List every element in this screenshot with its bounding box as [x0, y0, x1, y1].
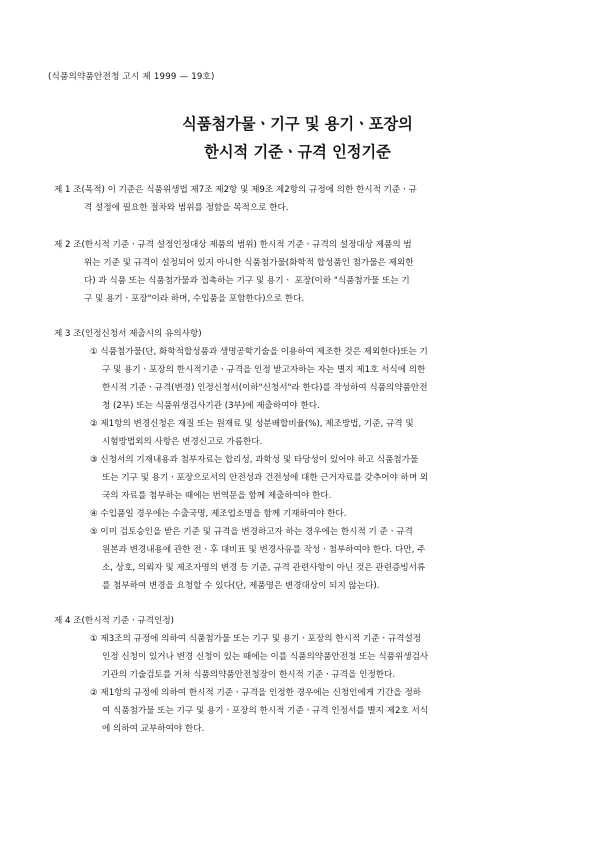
- article-4-item-2-cont: 에 의하여 교부하여야 한다.: [102, 724, 205, 734]
- article-1-line: 제 1 조(목적) 이 기준은 식품위생법 제7조 제2항 및 제9조 제2항의 규정에 의한 한시적 기준ㆍ규: [54, 185, 417, 195]
- article-3-item-4: ④ 수입품일 경우에는 수출국명, 제조업소명을 함께 기재하여야 한다.: [90, 509, 347, 519]
- article-4-item-1: ① 제3조의 규정에 의하여 식품첨가물 또는 기구 및 용기ㆍ포장의 한시적 기준ㆍ규격설정: [90, 634, 422, 644]
- article-3-item-1-cont: 한시적 기준ㆍ규격(변경) 인정신청서(이하"신청서"라 한다)를 작성하여 식품의약품안전: [102, 383, 428, 393]
- article-3-item-5-cont: 를 첨부하여 변경을 요청할 수 있다(단, 제품명은 변경대상이 되지 않는다).: [102, 581, 380, 591]
- article-2-line: 다) 과 식품 또는 식품첨가물과 접촉하는 기구 및 용기ㆍ 포장(이하 "식품첨가물 또는 기: [84, 276, 410, 286]
- article-3-item-3: ③ 신청서의 기재내용과 첨부자료는 합리성, 과학성 및 타당성이 있어야 하고 식품첨가물: [90, 455, 419, 465]
- article-3-item-1-cont: 청 (2부) 또는 식품위생검사기관 (3부)에 제출하여야 한다.: [102, 401, 320, 411]
- article-4-item-1-cont: 기관의 기술검토를 거쳐 식품의약품안전청장이 한시적 기준ㆍ규격을 인정한다.: [102, 670, 396, 680]
- article-4-heading: 제 4 조(한시적 기준ㆍ규격인정): [54, 616, 174, 626]
- article-2-line: 구 및 용기ㆍ포장"이라 하며, 수입품을 포함한다)으로 한다.: [84, 294, 305, 304]
- article-4: [54, 612, 554, 738]
- article-4-item-2-cont: 여 식품첨가물 또는 기구 및 용기ㆍ포장의 한시적 기준ㆍ규격 인정서를 별지 제2호 서식: [102, 706, 429, 716]
- article-3: [54, 325, 554, 595]
- article-3-heading: 제 3 조(인정신청서 제출시의 유의사항): [54, 329, 202, 339]
- article-2: [54, 236, 554, 308]
- document-title-line-2: 한시적 기준ㆍ규격 인정기준: [204, 143, 391, 161]
- article-3-item-5: ⑤ 이미 검토승인을 받은 기준 및 규격을 변경하고자 하는 경우에는 한시적 기 준ㆍ규격: [90, 527, 413, 537]
- article-3-item-1: ① 식품첨가물(단, 화학적합성품과 생명공학기술을 이용하여 제조한 것은 제외한다)또는 기: [90, 347, 428, 357]
- article-2-line: 위는 기준 및 규격이 설정되어 있지 아니한 식품첨가물(화학적 합성품인 첨가물은 제외한: [84, 258, 414, 268]
- article-3-item-3-cont: 국의 자료를 첨부하는 때에는 번역문을 함께 제출하여야 한다.: [102, 491, 332, 501]
- article-2-line: 제 2 조(한시적 기준ㆍ규격 설정인정대상 제품의 범위) 한시적 기준ㆍ규격의 설정대상 제품의 범: [54, 240, 412, 250]
- article-3-item-5-cont: 원본과 변경내용에 관한 전ㆍ후 대비표 및 변경사유를 작성ㆍ첨부하여야 한다. 다만, 주: [102, 545, 426, 555]
- article-3-item-3-cont: 또는 기구 및 용기ㆍ포장으로서의 안전성과 건전성에 대한 근거자료를 갖추어야 하며 외: [102, 473, 429, 483]
- article-1: [54, 181, 554, 217]
- notice-reference: (식품의약품안전청 고시 제 1999 — 19호): [48, 72, 215, 82]
- article-3-item-2: ② 제1항의 변경신청은 재질 또는 원재료 및 성분배합비율(%), 제조방법, 기준, 규격 및: [90, 419, 414, 429]
- article-4-item-1-cont: 인정 신청이 있거나 변경 신청이 있는 때에는 이를 식품의약품안전청 또는 식품위생검사: [102, 652, 429, 662]
- article-4-item-2: ② 제1항의 규정에 의하여 한시적 기준ㆍ규격을 인정한 경우에는 신청인에게 기간을 정하: [90, 688, 422, 698]
- document-title-line-1: 식품첨가물ㆍ기구 및 용기ㆍ포장의: [182, 115, 413, 133]
- article-3-item-5-cont: 소, 상호, 의뢰자 및 제조자명의 변경 등 기준, 규격 관련사항이 아닌 것은 관련증빙서류: [102, 563, 426, 573]
- article-1-line: 격 설정에 필요한 절차와 범위를 정함을 목적으로 한다.: [84, 203, 289, 213]
- article-3-item-1-cont: 구 및 용기ㆍ포장의 한시적기준ㆍ규격을 인정 받고자하는 자는 별지 제1호 서식에 의한: [102, 365, 426, 375]
- article-3-item-2-cont: 시험방법외의 사항은 변경신고로 가름한다.: [102, 437, 263, 447]
